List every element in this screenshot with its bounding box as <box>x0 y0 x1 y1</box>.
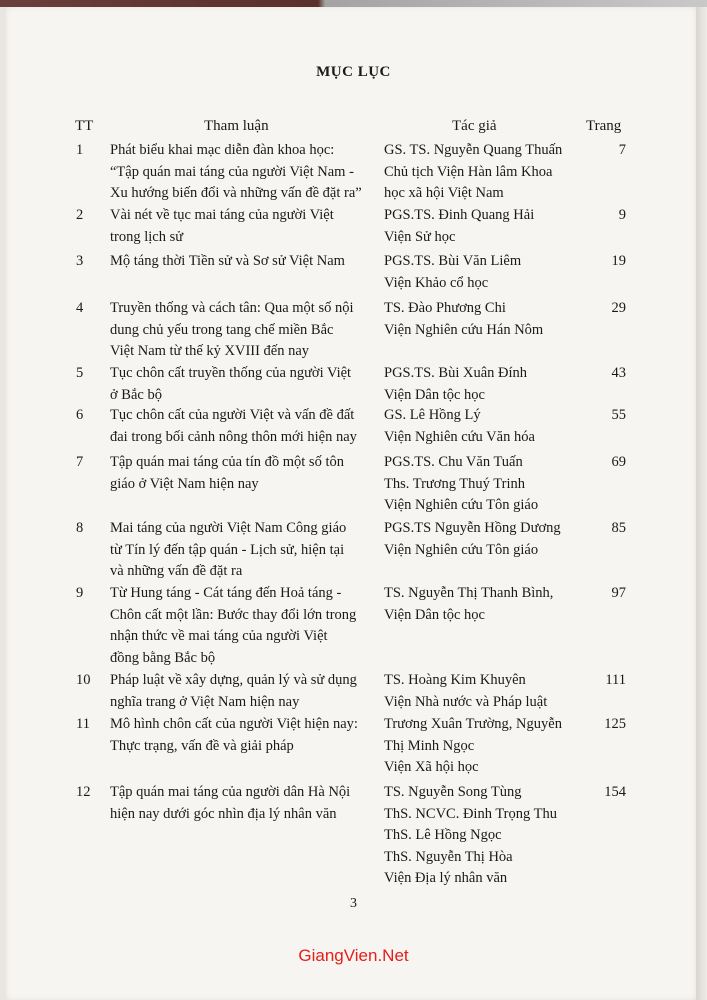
toc-topic-line: Truyền thống và cách tân: Qua một số nội <box>110 300 354 316</box>
toc-topic-line: từ Tín lý đến tập quán - Lịch sử, hiện tại <box>110 541 345 558</box>
toc-number: 9 <box>76 585 84 601</box>
toc-topic-line: Mô hình chôn cất của người Việt hiện nay: <box>110 716 358 732</box>
toc-author-line: ThS. Nguyễn Thị Hòa <box>384 848 513 865</box>
toc-author <box>384 714 594 779</box>
toc-page: 7 <box>618 142 626 158</box>
toc-topic-line: Tục chôn cất của người Việt và vấn đề đất <box>110 407 355 423</box>
toc-author <box>384 518 594 561</box>
toc-page: 55 <box>611 407 626 423</box>
toc-topic-line: đai trong bối cảnh nông thôn mới hiện nay <box>110 428 357 445</box>
toc-author <box>384 205 594 248</box>
toc-author-line: TS. Đào Phương Chi <box>384 300 506 316</box>
toc-number: 5 <box>76 365 84 381</box>
toc-number: 6 <box>76 407 84 423</box>
toc-number: 8 <box>76 520 84 536</box>
toc-page: 9 <box>618 207 626 223</box>
toc-topic <box>110 714 372 757</box>
toc-author-line: Viện Xã hội học <box>384 759 479 775</box>
toc-topic <box>110 583 372 669</box>
toc-topic-line: giáo ở Việt Nam hiện nay <box>110 475 259 492</box>
toc-topic-line: trong lịch sử <box>110 228 184 245</box>
header-topic: Tham luận <box>204 118 269 134</box>
toc-author-line: PGS.TS. Bùi Văn Liêm <box>384 253 522 269</box>
toc-page: 19 <box>611 253 626 269</box>
toc-author-line: PGS.TS Nguyễn Hồng Dương <box>384 520 561 536</box>
header-tt: TT <box>75 118 94 134</box>
toc-author <box>384 405 594 448</box>
toc-author-line: Thị Minh Ngọc <box>384 737 475 754</box>
toc-number: 7 <box>76 454 84 470</box>
toc-author-line: TS. Nguyễn Thị Thanh Bình, <box>384 585 554 601</box>
toc-page: 97 <box>611 585 626 601</box>
toc-author-line: học xã hội Việt Nam <box>384 185 504 201</box>
toc-topic-line: Vài nét về tục mai táng của người Việt <box>110 207 334 223</box>
toc-author-line: GS. Lê Hồng Lý <box>384 407 481 423</box>
toc-page: 111 <box>605 672 626 688</box>
toc-page: 154 <box>604 784 626 800</box>
toc-number: 10 <box>76 672 91 688</box>
toc-number: 3 <box>76 253 84 269</box>
page-edge <box>696 7 707 1000</box>
toc-topic <box>110 452 372 495</box>
header-page: Trang <box>586 118 622 134</box>
toc-author-line: Ths. Trương Thuý Trinh <box>384 475 525 492</box>
toc-author-line: Viện Nghiên cứu Tôn giáo <box>384 541 539 558</box>
toc-author <box>384 670 594 713</box>
toc-topic-line: “Tập quán mai táng của người Việt Nam - <box>110 163 354 180</box>
toc-topic-line: Mai táng của người Việt Nam Công giáo <box>110 520 347 536</box>
toc-topic <box>110 782 372 825</box>
toc-topic <box>110 140 372 205</box>
toc-topic-line: Tập quán mai táng của tín đồ một số tôn <box>110 454 344 470</box>
toc-author <box>384 140 594 205</box>
toc-author <box>384 583 594 626</box>
toc-author-line: ThS. NCVC. Đinh Trọng Thu <box>384 805 557 822</box>
toc-author-line: Viện Nghiên cứu Văn hóa <box>384 428 535 445</box>
toc-topic-line: Tập quán mai táng của người dân Hà Nội <box>110 784 351 800</box>
toc-number: 2 <box>76 207 84 223</box>
toc-number: 4 <box>76 300 84 316</box>
toc-author <box>384 452 594 517</box>
toc-author-line: Viện Nghiên cứu Tôn giáo <box>384 497 539 513</box>
toc-author-line: GS. TS. Nguyễn Quang Thuấn <box>384 142 563 158</box>
toc-topic-line: nghĩa trang ở Việt Nam hiện nay <box>110 693 300 710</box>
toc-topic <box>110 363 372 406</box>
header-author: Tác giả <box>452 118 497 134</box>
toc-topic <box>110 670 372 713</box>
toc-topic-line: Thực trạng, vấn đề và giải pháp <box>110 737 294 754</box>
toc-page: 125 <box>604 716 626 732</box>
toc-topic-line: đồng bằng Bắc bộ <box>110 649 216 666</box>
toc-author-line: Viện Sử học <box>384 228 456 245</box>
toc-topic-line: Việt Nam từ thế kỷ XVIII đến nay <box>110 343 310 359</box>
toc-topic-line: Phát biểu khai mạc diễn đàn khoa học: <box>110 142 335 158</box>
toc-author-line: Chủ tịch Viện Hàn lâm Khoa <box>384 163 553 180</box>
toc-author <box>384 363 594 406</box>
toc-author-line: ThS. Lê Hồng Ngọc <box>384 827 502 843</box>
page-number: 3 <box>350 896 357 911</box>
toc-author <box>384 782 594 890</box>
toc-author-line: PGS.TS. Đinh Quang Hải <box>384 207 535 223</box>
toc-topic <box>110 518 372 583</box>
toc-topic-line: Tục chôn cất truyền thống của người Việt <box>110 365 352 381</box>
toc-topic-line: Mộ táng thời Tiền sử và Sơ sử Việt Nam <box>110 253 345 269</box>
toc-author-line: TS. Nguyễn Song Tùng <box>384 784 522 800</box>
toc-topic-line: Từ Hung táng - Cát táng đến Hoả táng - <box>110 585 342 601</box>
toc-author-line: Viện Khảo cổ học <box>384 274 489 291</box>
toc-number: 11 <box>76 716 90 732</box>
toc-topic <box>110 251 372 273</box>
toc-author-line: Trương Xuân Trường, Nguyễn <box>384 716 562 732</box>
toc-author-line: Viện Địa lý nhân văn <box>384 870 508 886</box>
toc-author-line: TS. Hoàng Kim Khuyên <box>384 672 526 688</box>
toc-topic-line: Pháp luật về xây dựng, quản lý và sử dụng <box>110 672 357 688</box>
toc-topic <box>110 298 372 363</box>
toc-topic-line: dung chủ yếu trong tang chế miền Bắc <box>110 321 334 338</box>
toc-number: 12 <box>76 784 91 800</box>
toc-page: 43 <box>611 365 626 381</box>
toc-page: 85 <box>611 520 626 536</box>
toc-author-line: PGS.TS. Chu Văn Tuấn <box>384 454 523 470</box>
toc-topic-line: ở Bắc bộ <box>110 386 162 403</box>
toc-author-line: Viện Nhà nước và Pháp luật <box>384 693 548 710</box>
toc-author-line: Viện Dân tộc học <box>384 606 485 623</box>
top-edge <box>0 0 707 7</box>
toc-author <box>384 251 594 294</box>
toc-topic-line: Chôn cất một lần: Bước thay đổi lớn trong <box>110 606 357 623</box>
toc-topic <box>110 405 372 448</box>
toc-page: 69 <box>611 454 626 470</box>
watermark: GiangVien.Net <box>298 946 409 965</box>
toc-author-line: Viện Dân tộc học <box>384 386 485 403</box>
toc-author <box>384 298 594 341</box>
toc-page: 29 <box>611 300 626 316</box>
toc-topic-line: Xu hướng biến đổi và những vấn đề đặt ra” <box>110 185 362 201</box>
toc-author-line: Viện Nghiên cứu Hán Nôm <box>384 321 544 338</box>
toc-topic-line: nhận thức về mai táng của người Việt <box>110 628 328 644</box>
toc-topic <box>110 205 372 248</box>
page-title: MỤC LỤC <box>316 64 391 80</box>
toc-topic-line: và những vấn đề đặt ra <box>110 563 243 579</box>
toc-topic-line: hiện nay dưới góc nhìn địa lý nhân văn <box>110 805 337 822</box>
toc-number: 1 <box>76 142 84 158</box>
toc-author-line: PGS.TS. Bùi Xuân Đính <box>384 365 528 381</box>
